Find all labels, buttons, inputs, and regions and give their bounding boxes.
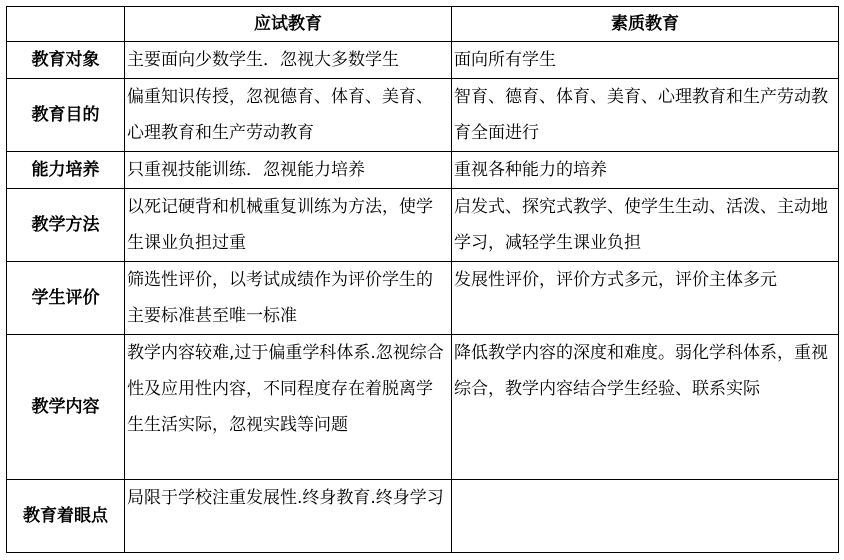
table-row: [7, 189, 839, 262]
quality-education-cell: 发展性评价，评价方式多元，评价主体多元: [452, 262, 839, 335]
exam-education-cell: 筛选性评价，以考试成绩作为评价学生的主要标准甚至唯一标准: [125, 262, 452, 335]
exam-education-cell: 只重视技能训练．忽视能力培养: [125, 152, 452, 189]
quality-education-cell: 面向所有学生: [452, 42, 839, 79]
comparison-table: [6, 6, 839, 553]
row-label: 教育着眼点: [7, 480, 125, 553]
row-label: 学生评价: [7, 262, 125, 335]
table-row: [7, 480, 839, 553]
table-row: [7, 79, 839, 152]
quality-education-cell: 启发式、探究式教学、使学生生动、活泼、主动地学习，减轻学生课业负担: [452, 189, 839, 262]
exam-education-cell: 主要面向少数学生．忽视大多数学生: [125, 42, 452, 79]
header-quality-education: 素质教育: [452, 7, 839, 42]
quality-education-cell: [452, 480, 839, 553]
header-exam-education: 应试教育: [125, 7, 452, 42]
table-row: [7, 42, 839, 79]
exam-education-cell: 局限于学校注重发展性.终身教育.终身学习: [125, 480, 452, 553]
row-label: 能力培养: [7, 152, 125, 189]
header-row: [7, 7, 839, 42]
table-row: [7, 152, 839, 189]
table-row: [7, 335, 839, 480]
row-label: 教学方法: [7, 189, 125, 262]
row-label: 教育对象: [7, 42, 125, 79]
row-label: 教学内容: [7, 335, 125, 480]
table-row: [7, 262, 839, 335]
exam-education-cell: 教学内容较难,过于偏重学科体系.忽视综合性及应用性内容，不同程度存在着脱离学生生活实际，忽视实践等问题: [125, 335, 452, 480]
header-corner-cell: [7, 7, 125, 42]
exam-education-cell: 以死记硬背和机械重复训练为方法，使学生课业负担过重: [125, 189, 452, 262]
quality-education-cell: 智育、德育、体育、美育、心理教育和生产劳动教育全面进行: [452, 79, 839, 152]
quality-education-cell: 重视各种能力的培养: [452, 152, 839, 189]
exam-education-cell: 偏重知识传授，忽视德育、体育、美育、心理教育和生产劳动教育: [125, 79, 452, 152]
quality-education-cell: 降低教学内容的深度和难度。弱化学科体系，重视综合，教学内容结合学生经验、联系实际: [452, 335, 839, 480]
row-label: 教育目的: [7, 79, 125, 152]
